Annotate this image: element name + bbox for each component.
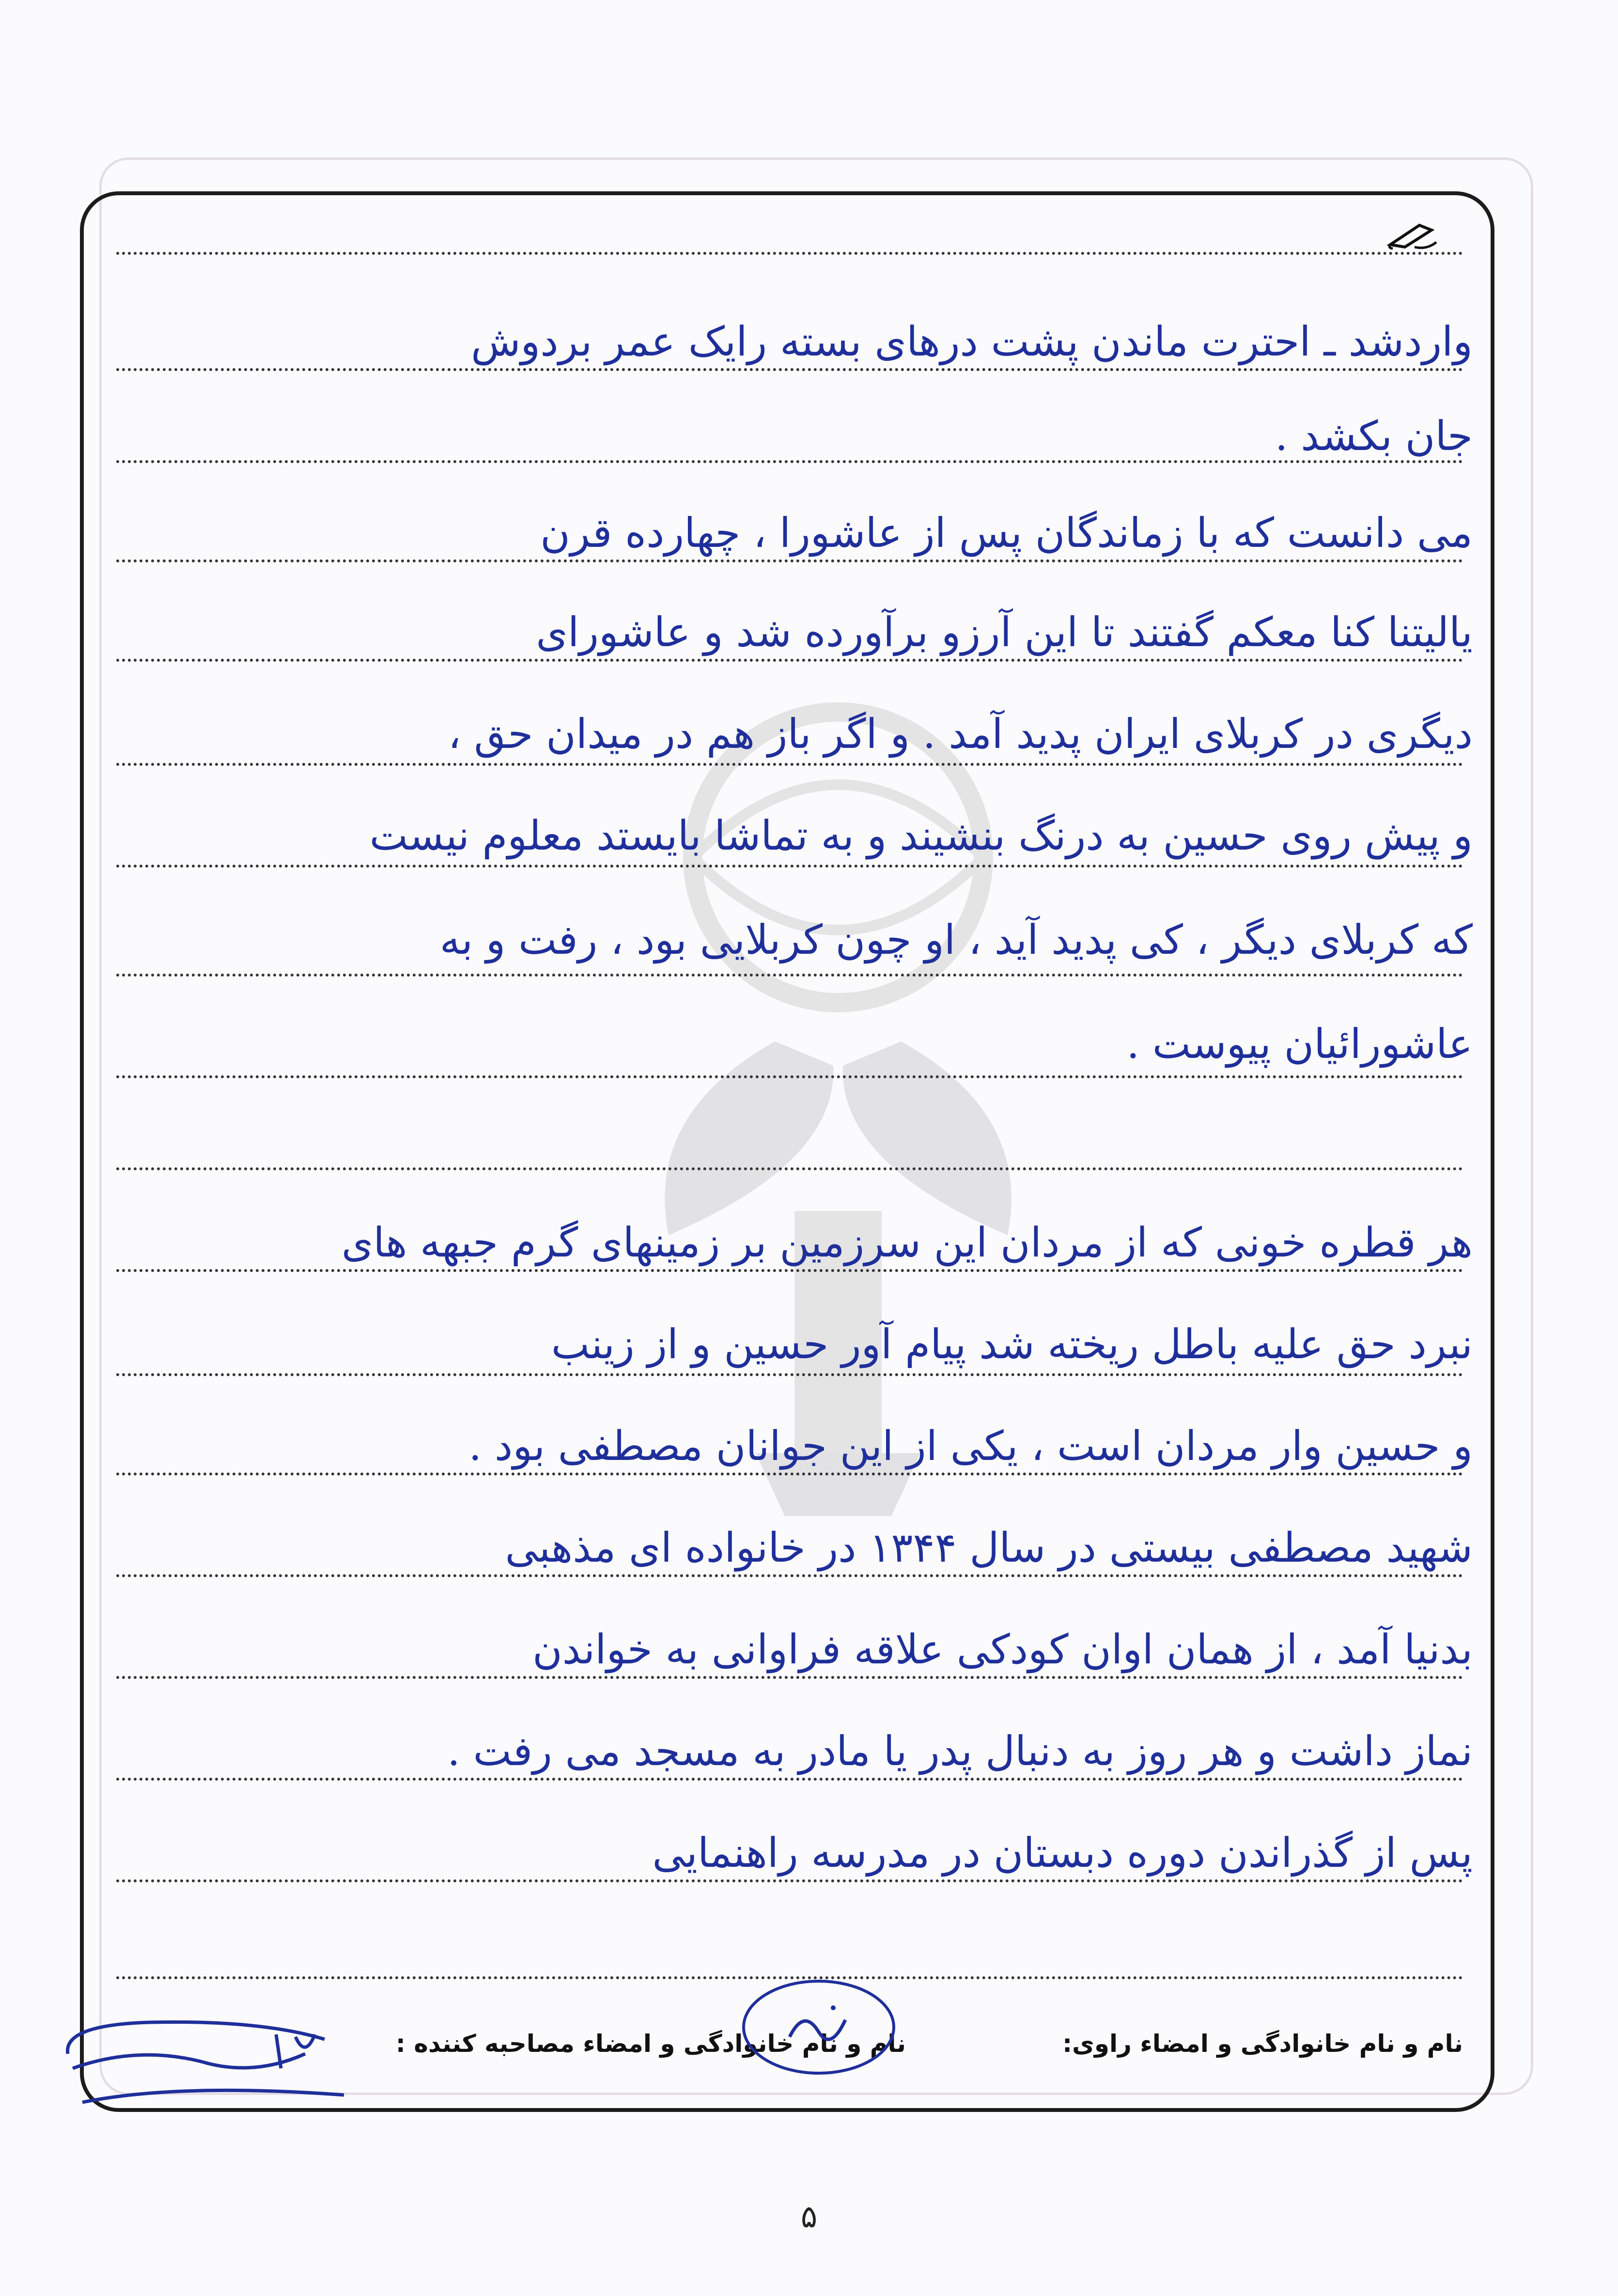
ruled-line (116, 1879, 1463, 1882)
interviewer-signature-label: نام و نام خانوادگی و امضاء مصاحبه کننده : (396, 2030, 906, 2058)
handwritten-line: جان بکشد . (1275, 412, 1473, 460)
handwritten-line: نبرد حق علیه باطل ریخته شد پیام آور حسین و از زینب (551, 1320, 1473, 1368)
ruled-line (116, 559, 1463, 562)
handwritten-line: و پیش روی حسین به درنگ بنشیند و به تماشا بایستد معلوم نیست (369, 812, 1473, 859)
ruled-line (116, 252, 1463, 255)
handwritten-line: دیگری در کربلای ایران پدید آمد . و اگر باز هم در میدان حق ، (448, 710, 1473, 758)
handwritten-line: شهید مصطفی بیستی در سال ۱۳۴۴ در خانواده ای مذهبی (505, 1524, 1473, 1571)
ruled-line (116, 865, 1463, 868)
page-number: ۵ (800, 2199, 818, 2235)
interviewer-signature (736, 1974, 901, 2080)
narrator-signature (53, 1996, 354, 2122)
page-frame (80, 191, 1494, 2112)
ruled-line (116, 974, 1463, 977)
ruled-line (116, 1373, 1463, 1376)
handwritten-line: و حسین وار مردان است ، یکی از این جوانان مصطفی بود . (468, 1422, 1473, 1470)
narrator-signature-label: نام و نام خانوادگی و امضاء راوی: (1062, 2030, 1463, 2058)
ruled-line (116, 1473, 1463, 1475)
ruled-line (116, 368, 1463, 371)
handwritten-line: نماز داشت و هر روز به دنبال پدر یا مادر به مسجد می رفت . (447, 1727, 1473, 1775)
ruled-line (116, 1574, 1463, 1577)
handwritten-line: پس از گذراندن دوره دبستان در مدرسه راهنمایی (652, 1829, 1473, 1877)
handwritten-line: می دانست که با زماندگان پس از عاشورا ، چهارده قرن (540, 509, 1473, 557)
ruled-line (116, 1676, 1463, 1679)
ruled-line (116, 763, 1463, 766)
handwritten-line: واردشد ـ احترت ماندن پشت درهای بسته رایک عمر بردوش (471, 318, 1473, 365)
ruled-line (116, 1778, 1463, 1781)
handwritten-line: یالیتنا کنا معکم گفتند تا این آرزو برآورده شد و عاشورای (536, 608, 1473, 656)
pen-writing-icon (1385, 218, 1439, 252)
ruled-line (116, 659, 1463, 662)
handwritten-line: هر قطره خونی که از مردان این سرزمین بر زمینهای گرم جبهه های (341, 1219, 1473, 1266)
handwritten-line: بدنیا آمد ، از همان اوان کودکی علاقه فراوانی به خواندن (532, 1626, 1473, 1673)
handwritten-line: که کربلای دیگر ، کی پدید آید ، او چون کربلایی بود ، رفت و به (439, 916, 1473, 963)
ruled-line (116, 1269, 1463, 1272)
ruled-line (116, 1075, 1463, 1078)
handwritten-line: عاشورائیان پیوست . (1126, 1020, 1473, 1068)
ruled-line (116, 1167, 1463, 1170)
